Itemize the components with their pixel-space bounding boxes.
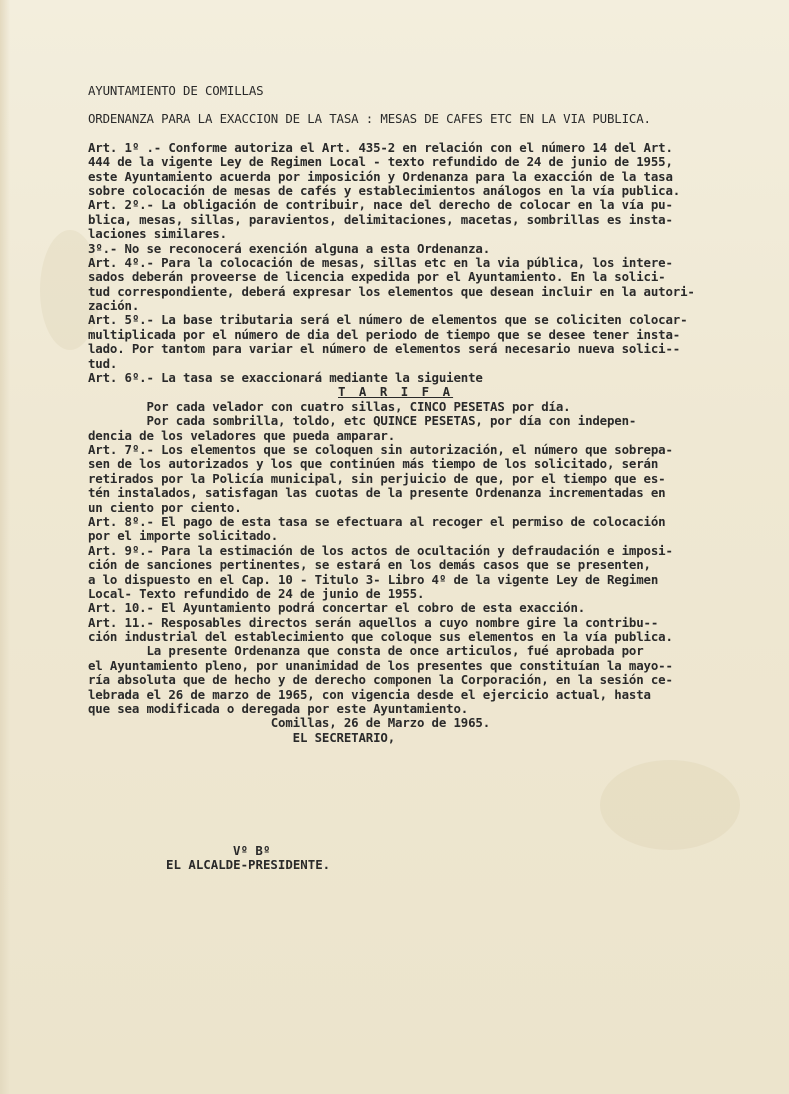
text-line: a lo dispuesto en el Cap. 10 - Titulo 3- Libro 4º de la vigente Ley de Regimen (88, 571, 659, 587)
text-line: ción de sanciones pertinentes, se estará en los demás casos que se presenten, (88, 557, 651, 573)
ordinance-title: ORDENANZA PARA LA EXACCION DE LA TASA : MESAS DE CAFES ETC EN LA VIA PUBLICA. (88, 111, 651, 127)
text-line: sobre colocación de mesas de cafés y establecimientos análogos en la vía publica. (88, 182, 681, 198)
text-line: multiplicada por el número de dia del periodo de tiempo que se desee tener insta- (88, 326, 681, 342)
articles-block-2 (88, 443, 778, 745)
alcalde-signature: EL ALCALDE-PRESIDENTE. (166, 857, 331, 873)
text-line: laciones similares. (88, 226, 227, 242)
text-line: tén instalados, satisfagan las cuotas de la presente Ordenanza incrementadas en (88, 485, 666, 501)
text-line: Art. 8º.- El pago de esta tasa se efectuara al recoger el permiso de colocación (88, 513, 666, 529)
tarifa-line: dencia de los veladores que pueda amparar. (88, 427, 396, 443)
signature-block (88, 844, 330, 873)
text-line: ción industrial del establecimiento que coloque sus elementos en la vía publica. (88, 629, 673, 645)
text-line: Art. 5º.- La base tributaria será el número de elementos que se coliciten colocar- (88, 312, 688, 328)
text-line: lebrada el 26 de marzo de 1965, con vigencia desde el ejercicio actual, hasta (88, 686, 651, 702)
text-line: Art. 4º.- Para la colocación de mesas, sillas etc en la via pública, los intere- (88, 254, 673, 270)
text-line: Art. 7º.- Los elementos que se coloquen sin autorización, el número que sobrepa- (88, 441, 673, 457)
text-line: Art. 2º.- La obligación de contribuir, nace del derecho de colocar en la vía pu- (88, 197, 673, 213)
text-line: 3º.- No se reconocerá exención alguna a esta Ordenanza. (88, 240, 491, 256)
text-line: ría absoluta que de hecho y de derecho componen la Corporación, en la sesión ce- (88, 672, 673, 688)
text-line: sen de los autorizados y los que continúen más tiempo de los solicitado, serán (88, 456, 659, 472)
document-text (88, 84, 778, 745)
text-line: La presente Ordenanza que consta de once articulos, fué aprobada por (88, 643, 644, 659)
visto-bueno: Vº Bº (233, 843, 271, 858)
text-line: Comillas, 26 de Marzo de 1965. (88, 715, 491, 731)
text-line: 444 de la vigente Ley de Regimen Local - texto refundido de 24 de junio de 1955, (88, 154, 673, 170)
text-line: tud correspondiente, deberá expresar los elementos que desean incluir en la autori- (88, 283, 695, 299)
paper-edge (0, 0, 10, 1094)
text-line: Art. 1º .- Conforme autoriza el Art. 435-2 en relación con el número 14 del Art. (88, 139, 673, 155)
text-line: Art. 6º.- La tasa se exaccionará mediante la siguiente (88, 370, 483, 386)
paper-stain (600, 760, 740, 850)
tarifa-line: Por cada sombrilla, toldo, etc QUINCE PESETAS, por día con indepen- (88, 413, 637, 429)
text-line: lado. Por tantom para variar el número de elementos será necesario nueva solici-- (88, 341, 681, 357)
text-line: Art. 11.- Resposables directos serán aquellos a cuyo nombre gire la contribu-- (88, 614, 659, 630)
text-line: EL SECRETARIO, (88, 729, 396, 745)
articles-block-1 (88, 141, 778, 386)
text-line: el Ayuntamiento pleno, por unanimidad de los presentes que constituían la mayo-- (88, 657, 673, 673)
text-line: que sea modificada o deregada por este Ayuntamiento. (88, 701, 469, 717)
text-line: Art. 9º.- Para la estimación de los actos de ocultación y defraudación e imposi- (88, 542, 673, 558)
text-line: blica, mesas, sillas, paravientos, delimitaciones, macetas, sombrillas es insta- (88, 211, 673, 227)
text-line: tud. (88, 355, 118, 371)
text-line: un ciento por ciento. (88, 499, 242, 515)
text-line: sados deberán proveerse de licencia expedida por el Ayuntamiento. En la solici- (88, 269, 666, 285)
tarifa-line: Por cada velador con cuatro sillas, CINCO PESETAS por día. (88, 398, 571, 414)
tarifa-block (88, 400, 778, 443)
text-line: Art. 10.- El Ayuntamiento podrá concertar el cobro de esta exacción. (88, 600, 586, 616)
text-line: Local- Texto refundido de 24 de junio de 1955. (88, 585, 425, 601)
text-line: por el importe solicitado. (88, 528, 279, 544)
municipality-heading: AYUNTAMIENTO DE COMILLAS (88, 83, 264, 98)
tarifa-heading: T A R I F A (338, 384, 454, 400)
text-line: retirados por la Policía municipal, sin perjuicio de que, por el tiempo que es- (88, 470, 666, 486)
text-line: zación. (88, 298, 140, 314)
text-line: este Ayuntamiento acuerda por imposición y Ordenanza para la exacción de la tasa (88, 168, 673, 184)
